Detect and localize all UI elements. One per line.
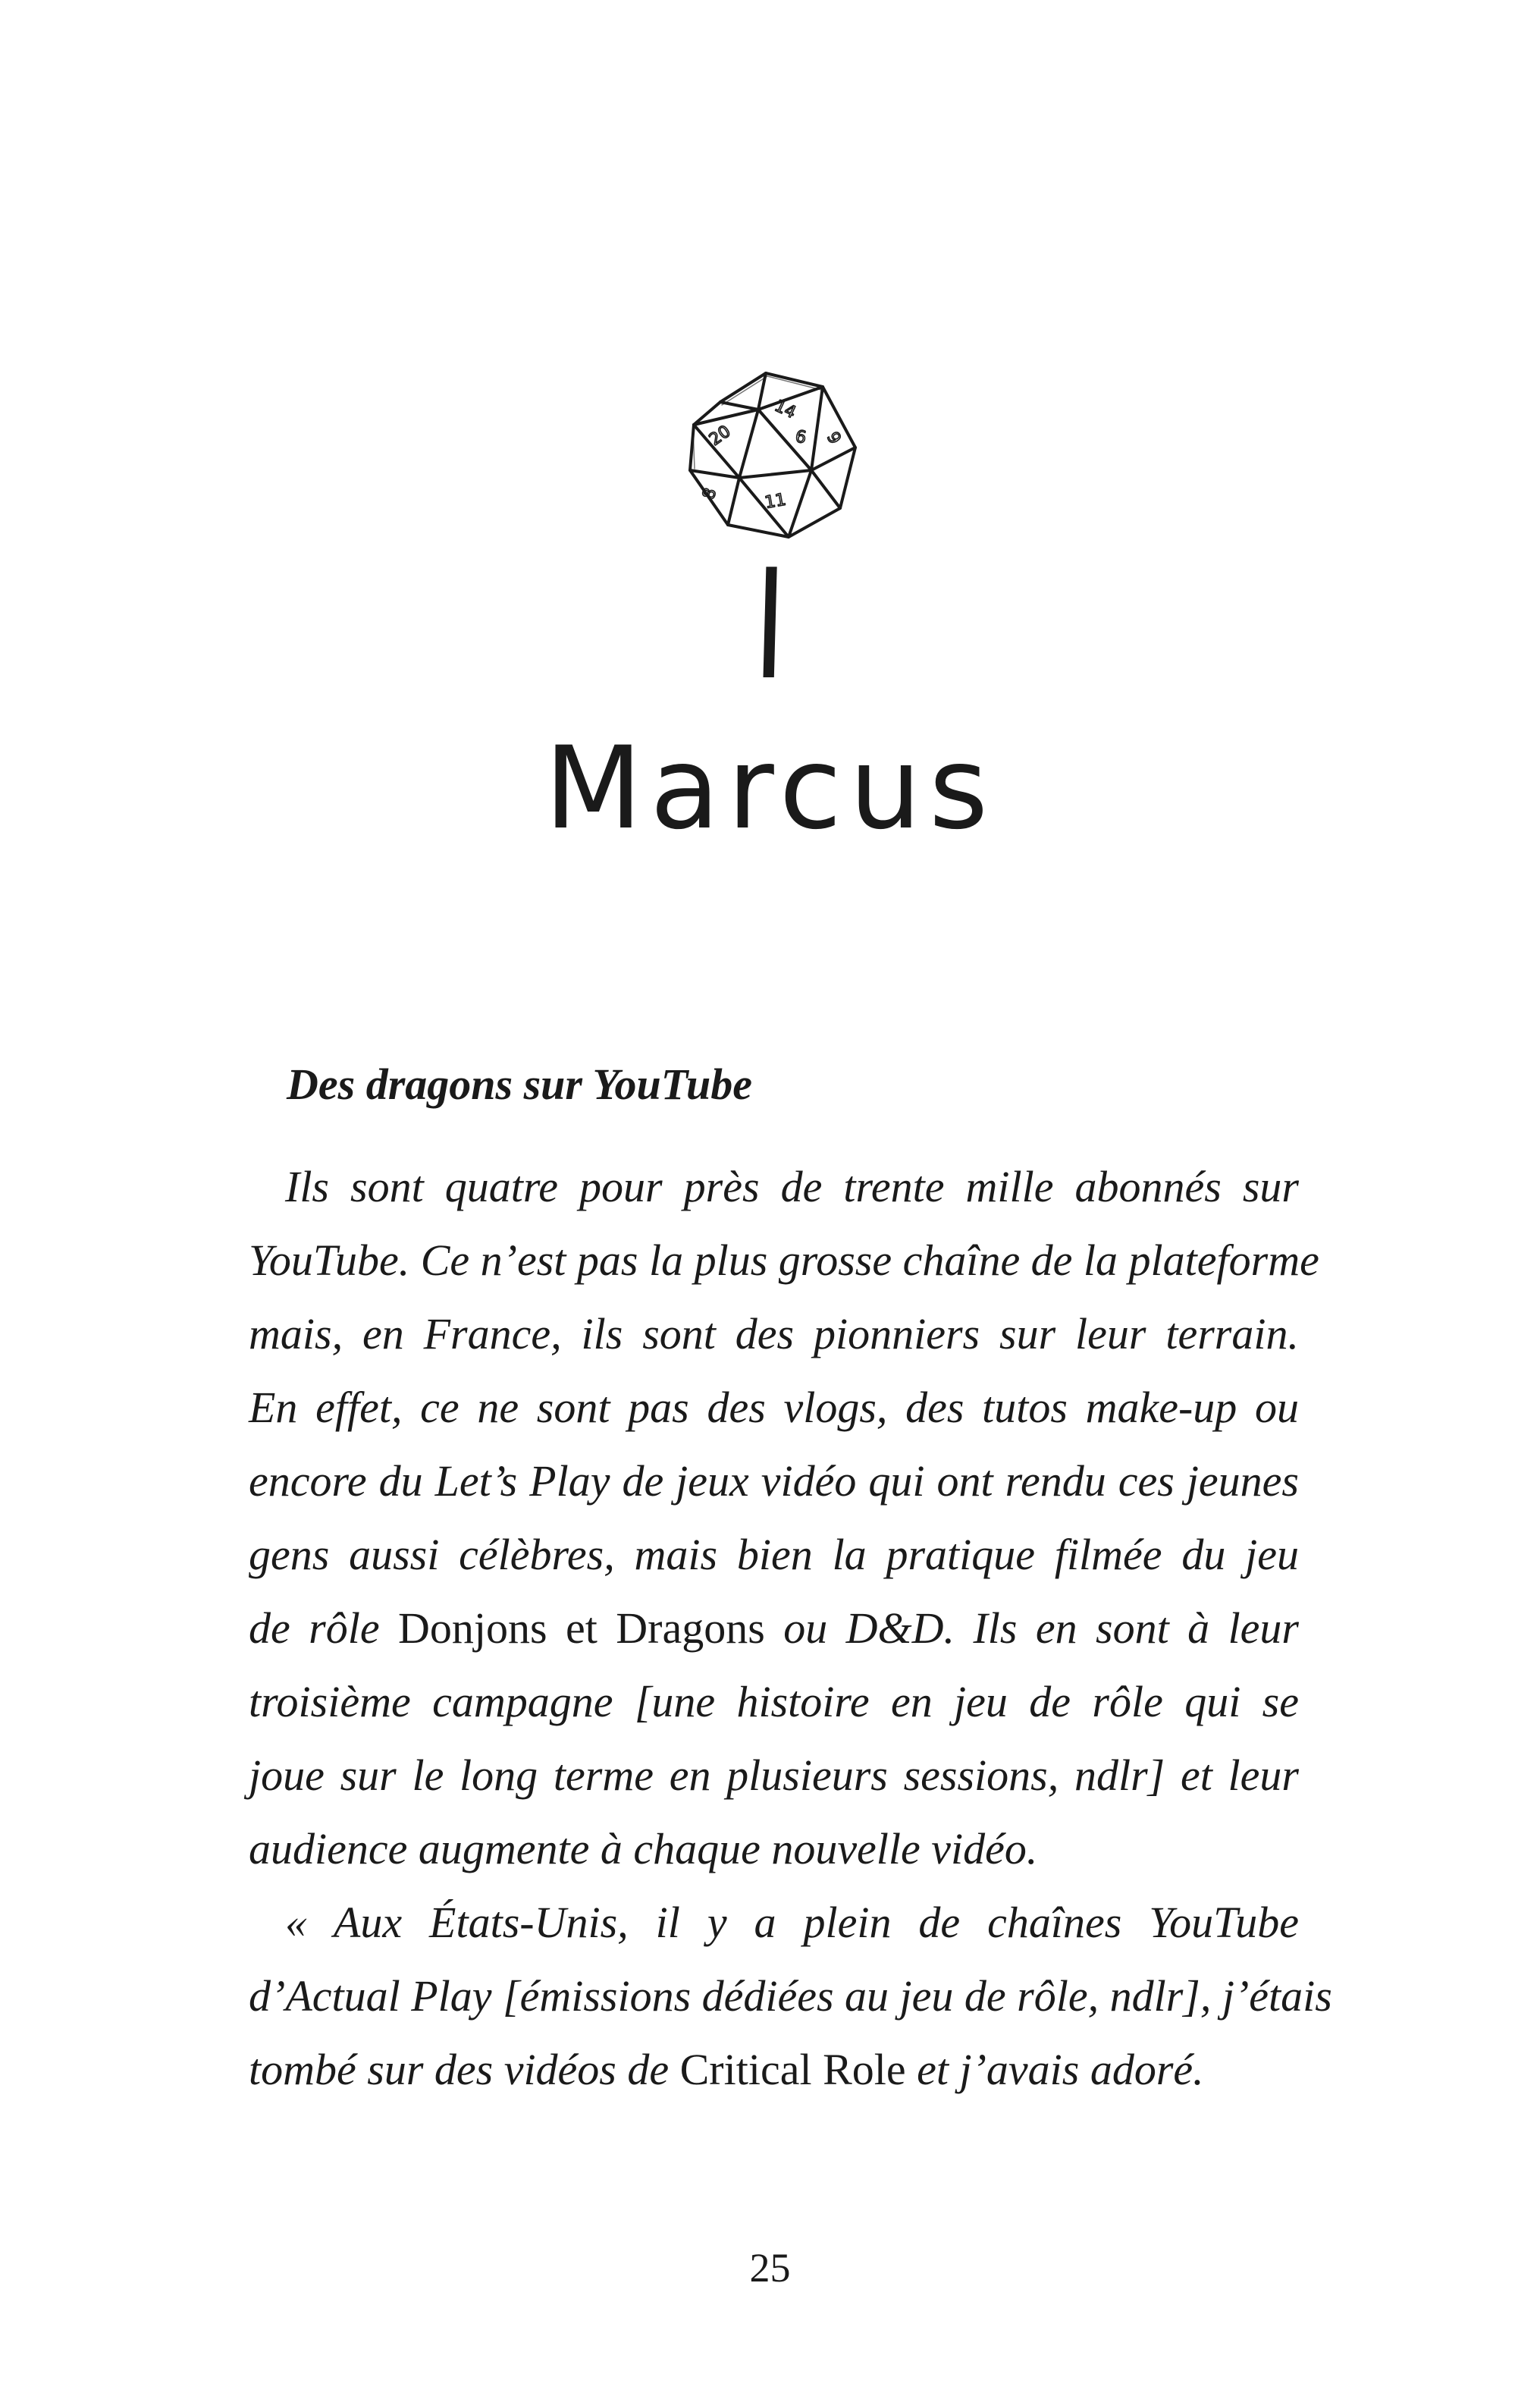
text-line [249, 1738, 1299, 1812]
text-line [249, 2033, 1299, 2106]
text-segment: En effet, ce ne sont pas des vlogs, des tutos make-up ou [249, 1383, 1299, 1432]
text-segment: mais, en France, ils sont des pionniers sur leur terrain. [249, 1309, 1299, 1358]
text-line [249, 1518, 1299, 1591]
text-line [249, 1665, 1299, 1738]
text-line [249, 1150, 1299, 1223]
text-segment: YouTube. Ce n’est pas la plus grosse chaîne de la plateforme [249, 1236, 1319, 1285]
text-line [249, 1959, 1332, 2033]
text-segment: de rôle [249, 1603, 399, 1653]
section-title: Des dragons sur YouTube [287, 1060, 752, 1109]
text-segment: « Aux États-Unis, il y a plein de chaînes YouTube [285, 1898, 1299, 1947]
text-segment: ou D&D. Ils en sont à leur [764, 1603, 1299, 1653]
text-line [249, 1223, 1319, 1297]
text-segment: et j’avais adoré. [905, 2045, 1204, 2094]
d20-die-icon [667, 356, 872, 554]
text-segment: Ils sont quatre pour près de trente mille abonnés sur [285, 1162, 1299, 1211]
text-line [249, 1812, 1299, 1886]
text-segment: joue sur le long terme en plusieurs sessions, ndlr] et leur [249, 1751, 1299, 1800]
text-segment: gens aussi célèbres, mais bien la pratique filmée du jeu [249, 1530, 1299, 1579]
text-segment: tombé sur des vidéos de [249, 2045, 680, 2094]
text-segment: encore du Let’s Play de jeux vidéo qui ont rendu ces jeunes [249, 1456, 1299, 1506]
page-number: 25 [749, 2245, 791, 2291]
svg-text:9: 9 [822, 429, 845, 448]
svg-text:14: 14 [771, 396, 799, 423]
text-line [249, 1444, 1299, 1518]
text-segment: Critical Role [679, 2045, 906, 2094]
chapter-title: Marcus [544, 723, 996, 855]
body-text [249, 1150, 1332, 2106]
text-line [249, 1591, 1299, 1665]
text-segment: d’Actual Play [émissions dédiées au jeu de rôle, ndlr], j’étais [249, 1971, 1332, 2021]
text-segment: audience augmente à chaque nouvelle vidéo. [249, 1824, 1038, 1873]
svg-text:20: 20 [706, 422, 735, 450]
text-line [249, 1297, 1299, 1371]
svg-text:8: 8 [699, 485, 721, 503]
text-segment: troisième campagne [une histoire en jeu de rôle qui se [249, 1677, 1299, 1726]
text-line [249, 1886, 1299, 1959]
svg-text:6: 6 [793, 427, 808, 448]
svg-text:11: 11 [763, 490, 788, 513]
text-segment: Donjons et Dragons [398, 1603, 765, 1653]
chapter-number: I [757, 537, 783, 714]
text-line [249, 1371, 1299, 1444]
